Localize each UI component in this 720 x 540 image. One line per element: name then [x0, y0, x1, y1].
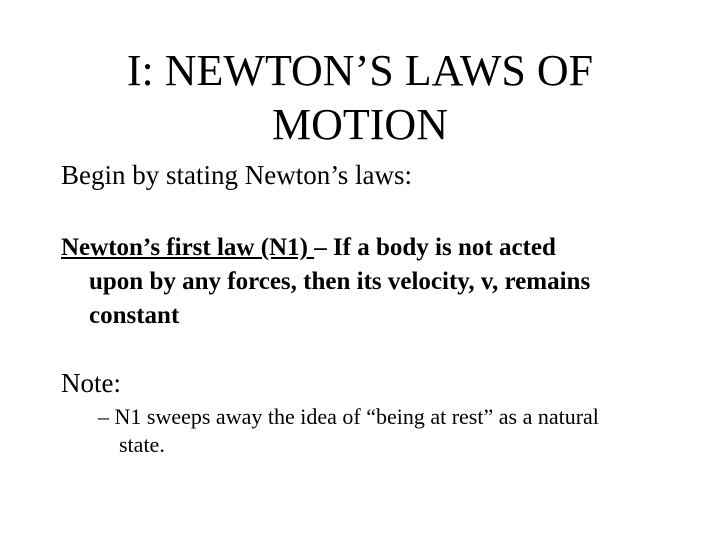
first-law-line-3: constant: [89, 302, 180, 329]
first-law-line-2: upon by any forces, then its velocity, v, remains: [89, 268, 591, 295]
note-label: Note:: [61, 368, 121, 398]
first-law-line-1: [61, 231, 671, 265]
first-law-line-1-rest: – If a body is not acted: [314, 234, 556, 261]
intro-text: Begin by stating Newton’s laws:: [61, 160, 412, 190]
note-sub-bullet-line-2: state.: [119, 432, 165, 457]
note-sub-bullet: [98, 403, 678, 459]
slide-title-line-1: I: NEWTON’S LAWS OF: [126, 46, 594, 95]
note-sub-bullet-text-1: N1 sweeps away the idea of “being at rest” as a natural: [114, 404, 599, 429]
first-law-heading: Newton’s first law (N1): [61, 234, 315, 261]
note-sub-bullet-line-1: [98, 403, 678, 431]
first-law-paragraph: [61, 231, 671, 333]
dash-bullet: –: [98, 404, 109, 429]
slide-title: [60, 44, 660, 152]
slide-title-line-2: MOTION: [272, 100, 448, 149]
